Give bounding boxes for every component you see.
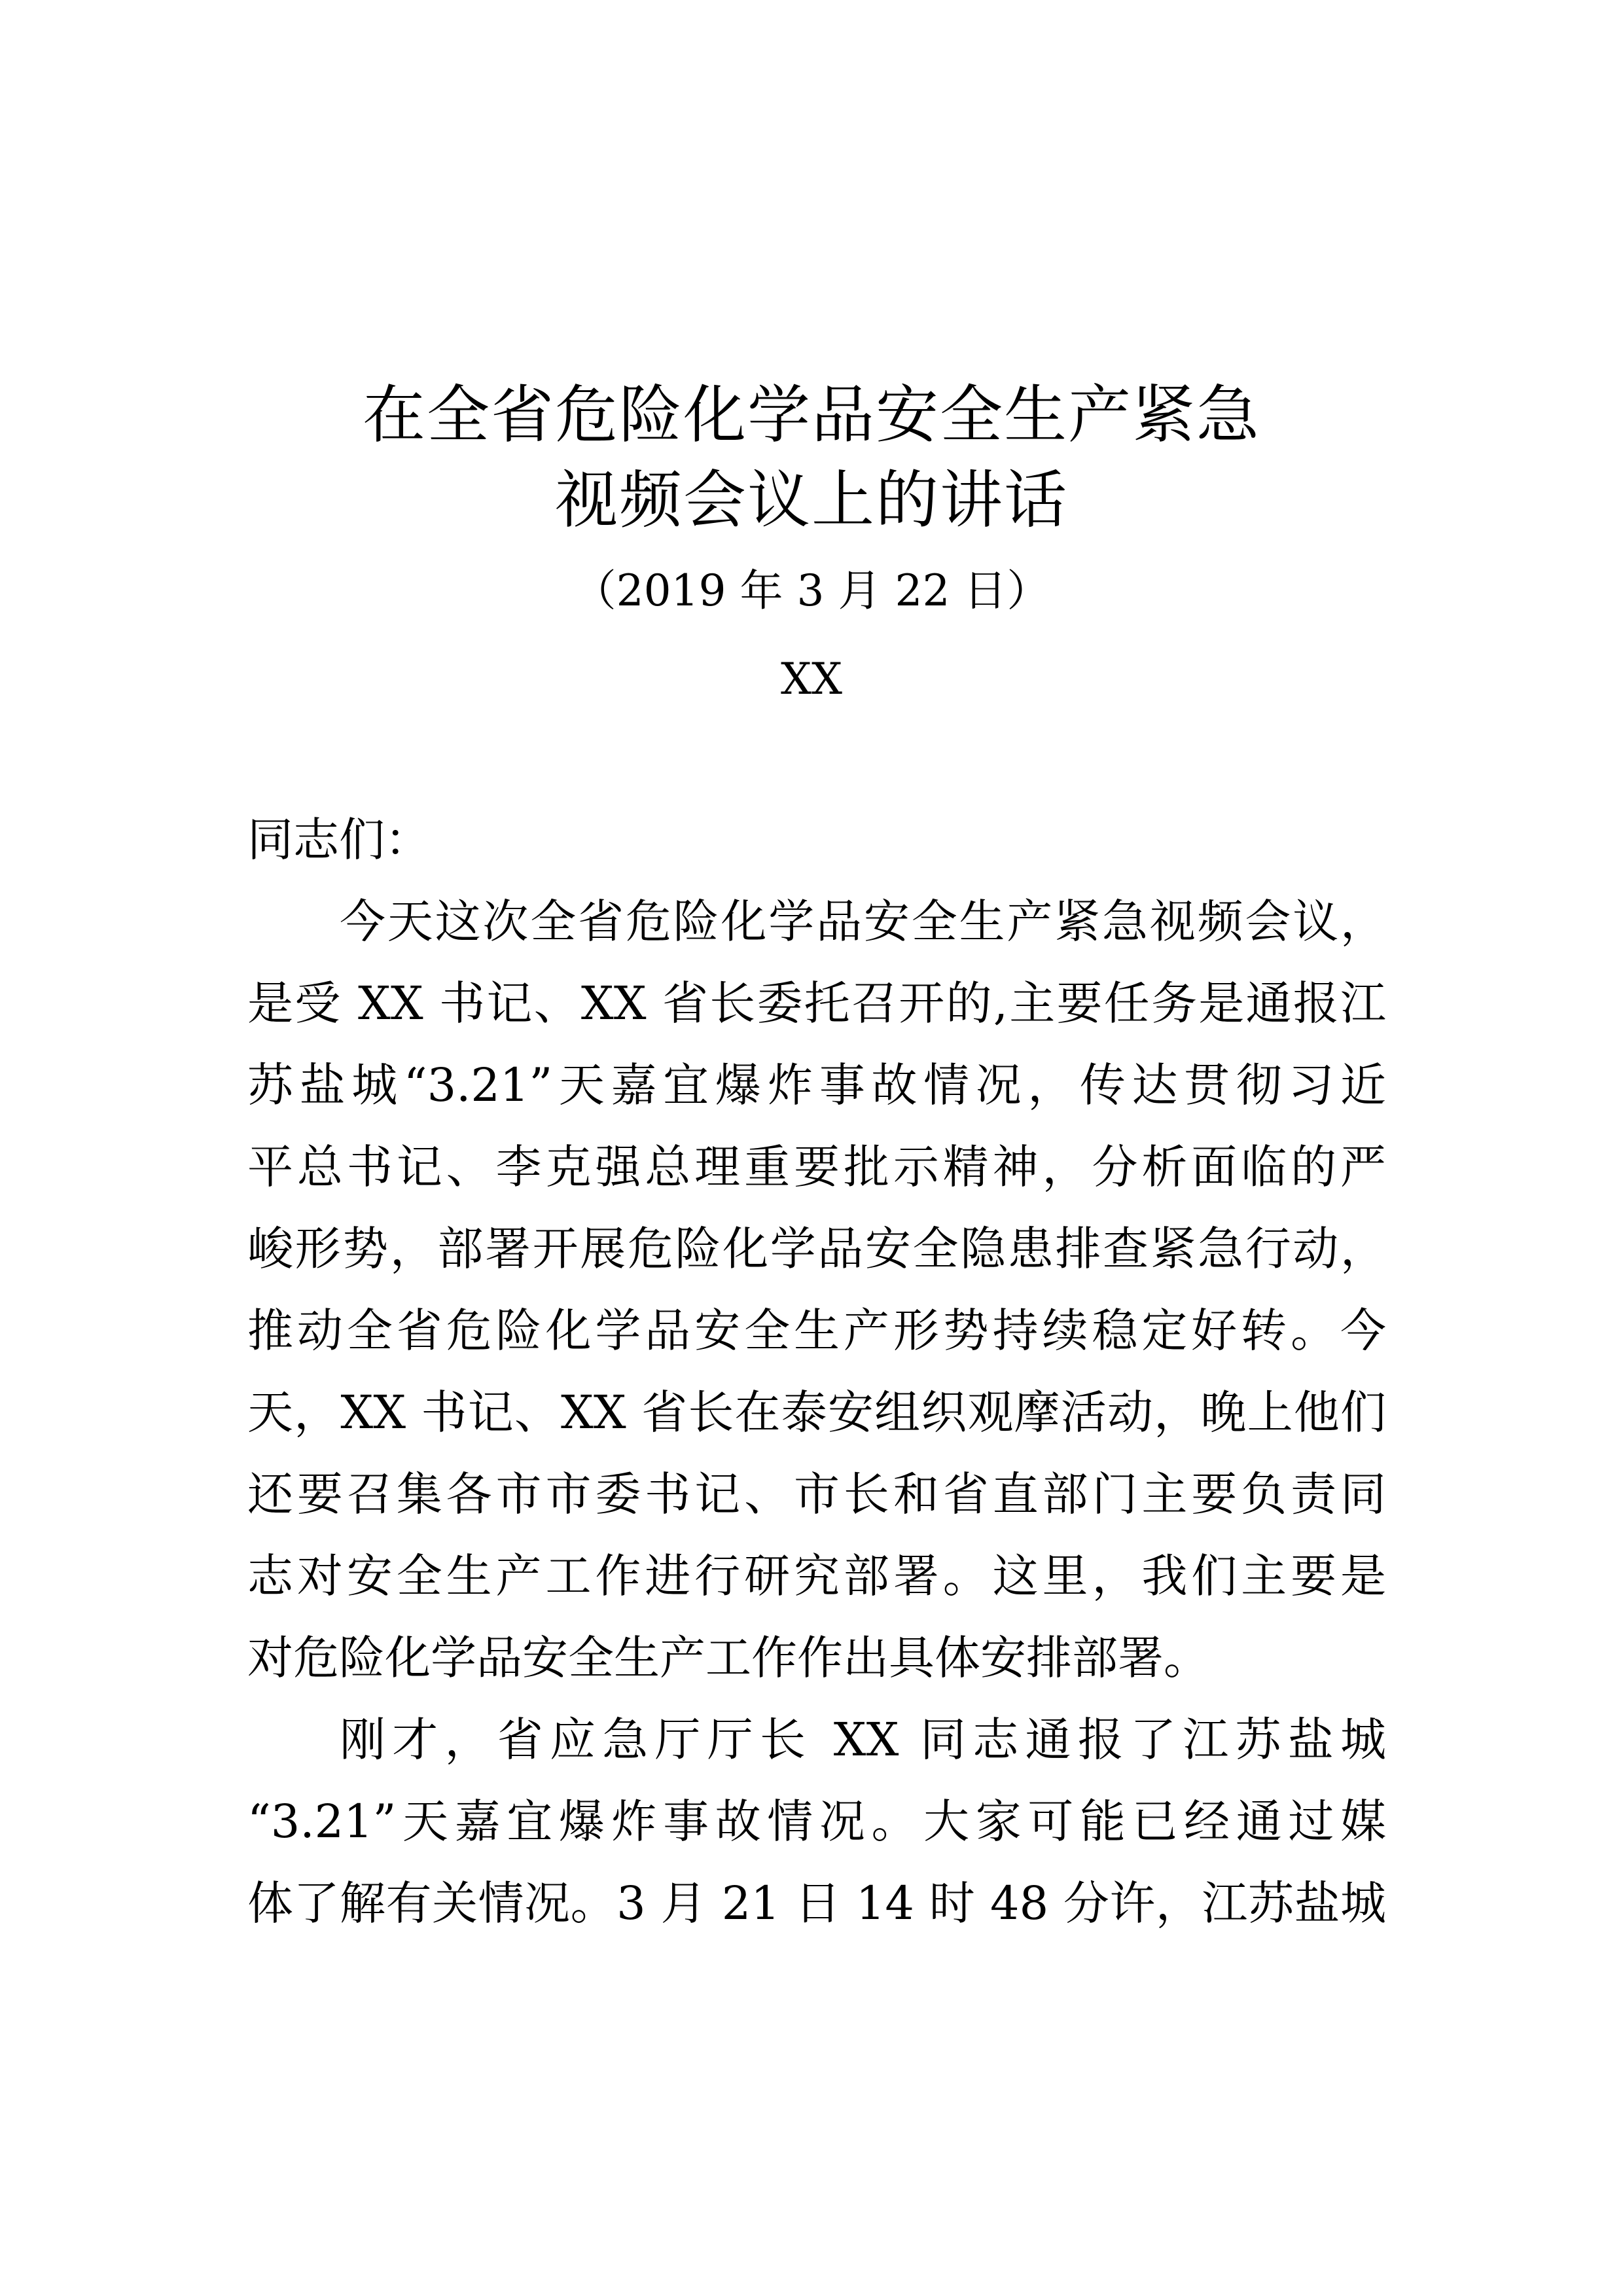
speech-date: （2019 年 3 月 22 日） [573,565,1050,616]
body-line: 体了解有关情况。3 月 21 日 14 时 48 分许，江苏盐城 [247,1876,1386,1930]
speech-title-line-1: 在全省危险化学品安全生产紧急 [363,378,1260,452]
speaker-name: XX [781,654,842,704]
body-line: 是受 XX 书记、XX 省长委托召开的,主要任务是通报江 [247,977,1386,1030]
body-line: 今天这次全省危险化学品安全生产紧急视频会议， [340,895,1386,948]
speech-title-line-2: 视频会议上的讲话 [555,463,1068,537]
body-line: 苏盐城“3.21”天嘉宜爆炸事故情况，传达贯彻习近 [247,1058,1386,1112]
body-line: 峻形势，部署开展危险化学品安全隐患排查紧急行动， [247,1222,1386,1276]
body-line: 刚才，省应急厅厅长 XX 同志通报了江苏盐城 [340,1713,1386,1767]
body-line: 平总书记、李克强总理重要批示精神，分析面临的严 [247,1140,1386,1194]
body-line: “3.21”天嘉宜爆炸事故情况。大家可能已经通过媒 [247,1795,1386,1848]
body-line: 天，XX 书记、XX 省长在泰安组织观摩活动，晚上他们 [247,1386,1386,1439]
salutation: 同志们： [247,813,431,867]
body-line: 还要召集各市市委书记、市长和省直部门主要负责同 [247,1467,1386,1521]
body-line: 推动全省危险化学品安全生产形势持续稳定好转。今 [247,1304,1386,1357]
body-line: 志对安全生产工作进行研究部署。这里，我们主要是 [247,1549,1386,1603]
body-line: 对危险化学品安全生产工作作出具体安排部署。 [247,1631,1209,1685]
